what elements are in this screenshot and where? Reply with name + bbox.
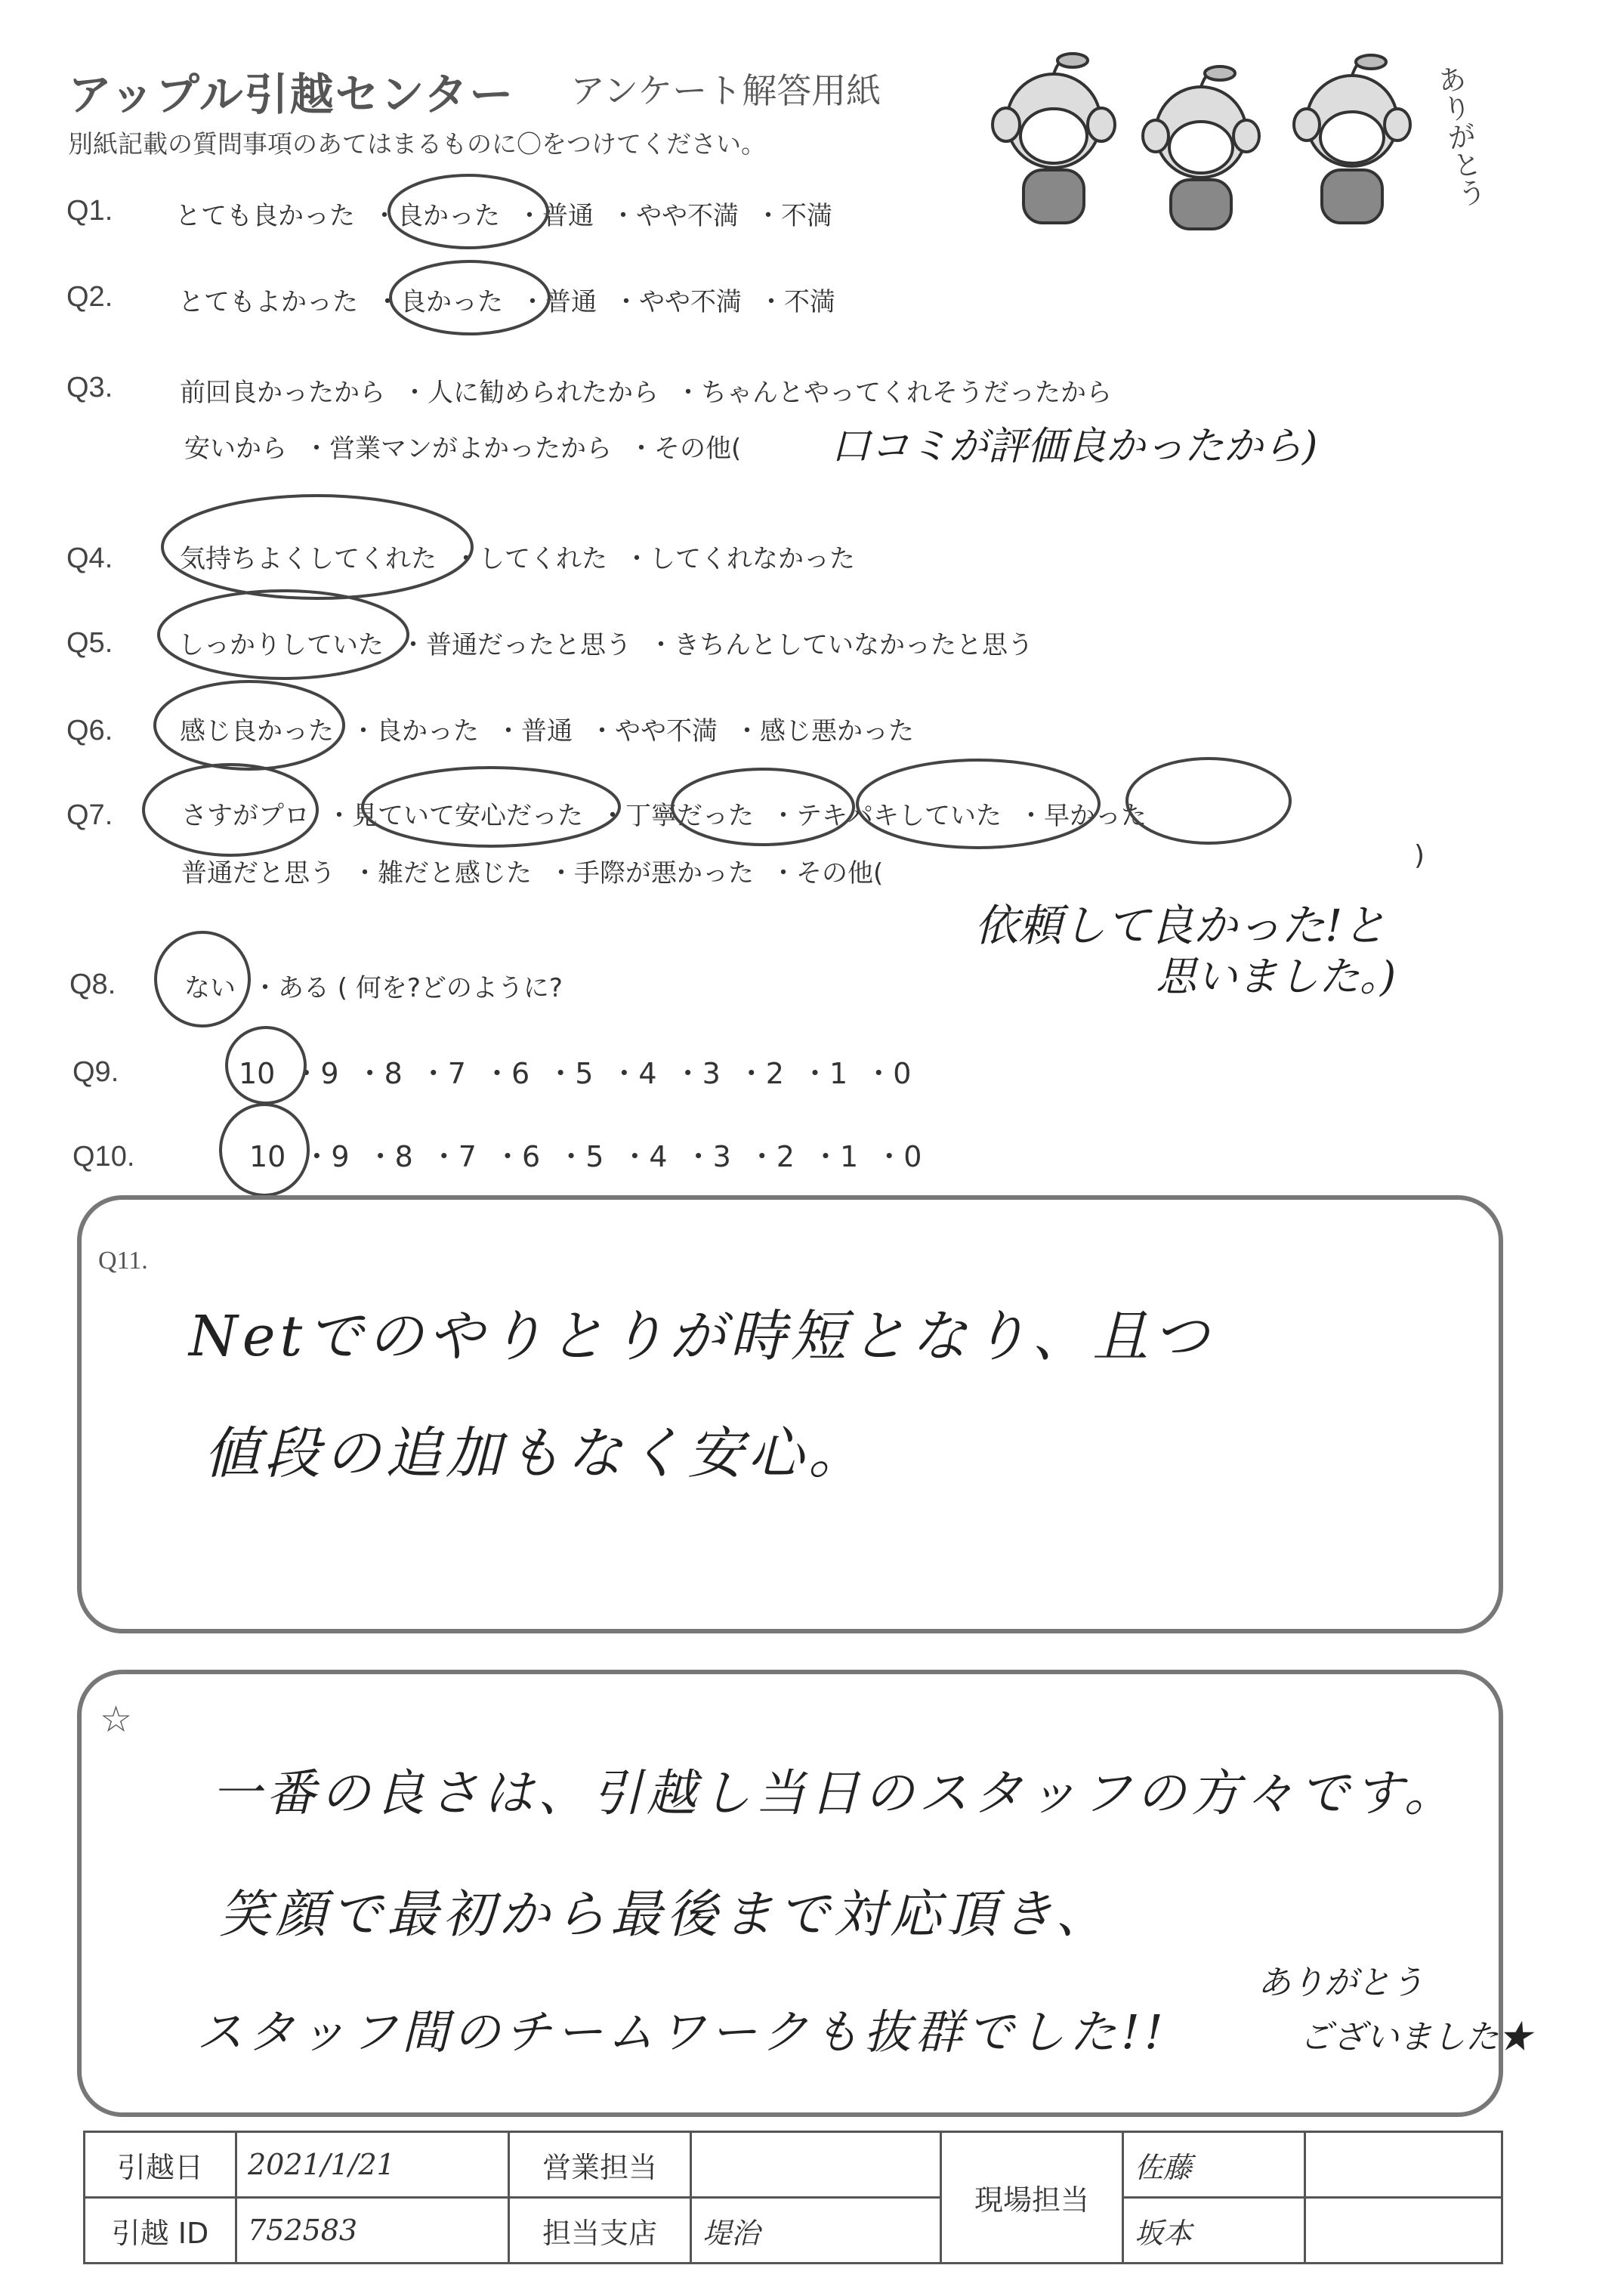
- q7-other-handwritten-2: 思いました。): [1156, 953, 1397, 1000]
- score-option[interactable]: 0: [893, 1057, 912, 1090]
- option[interactable]: とても良かった: [175, 201, 355, 231]
- q5-label: Q5.: [66, 627, 113, 659]
- option-selected[interactable]: 気持ちよくしてくれた: [180, 544, 437, 574]
- option[interactable]: とてもよかった: [178, 287, 358, 317]
- option[interactable]: やや不満: [615, 716, 718, 746]
- score-option[interactable]: 1: [829, 1057, 848, 1090]
- score-option[interactable]: 5: [585, 1140, 604, 1173]
- q2-options: とてもよかった ・良かった ・普通 ・やや不満 ・不満: [178, 287, 835, 317]
- q9-scale: 10 ・9 ・8 ・7 ・6 ・5 ・4 ・3 ・2 ・1 ・0: [239, 1057, 912, 1090]
- option[interactable]: してくれた: [479, 544, 607, 574]
- star-handwritten-line2[interactable]: 笑顔で最初から最後まで対応頂き、: [219, 1885, 1112, 1945]
- site-value-1[interactable]: 佐藤: [1123, 2132, 1305, 2198]
- sales-label: 営業担当: [509, 2132, 691, 2198]
- q1-options: とても良かった ・良かった ・普通 ・やや不満 ・不満: [175, 201, 832, 231]
- score-option[interactable]: 4: [638, 1057, 657, 1090]
- q7-options-line1: さすがプロ ・見ていて安心だった ・丁寧だった ・テキパキしていた ・早かった: [181, 801, 1147, 831]
- option[interactable]: 普通だと思う: [181, 858, 335, 888]
- score-option-selected[interactable]: 10: [249, 1140, 286, 1173]
- score-option[interactable]: 9: [331, 1140, 350, 1173]
- q3-options-line1: 前回良かったから ・人に勧められたから ・ちゃんとやってくれそうだったから: [180, 378, 1112, 408]
- score-option[interactable]: 7: [447, 1057, 466, 1090]
- score-option[interactable]: 3: [702, 1057, 721, 1090]
- score-option[interactable]: 2: [776, 1140, 795, 1173]
- option[interactable]: 安いから: [184, 434, 287, 464]
- option-selected[interactable]: 早かった: [1044, 801, 1147, 831]
- q8-label: Q8.: [69, 969, 116, 1000]
- star-handwritten-thanks-2: ございました★: [1299, 2018, 1532, 2057]
- option[interactable]: 感じ悪かった: [760, 716, 914, 746]
- move-date-value[interactable]: 2021/1/21: [236, 2132, 509, 2198]
- score-option[interactable]: 7: [458, 1140, 477, 1173]
- option-selected[interactable]: 良かった: [400, 287, 503, 317]
- site-label: 現場担当: [941, 2132, 1123, 2264]
- option[interactable]: してくれなかった: [650, 544, 855, 574]
- q8-options: ない ・ある ( 何を?どのように?: [184, 973, 563, 1003]
- star-handwritten-line1[interactable]: 一番の良さは、引越し当日のスタッフの方々です。: [211, 1764, 1459, 1822]
- option[interactable]: 普通: [521, 716, 573, 746]
- option[interactable]: その他(: [654, 434, 742, 464]
- option[interactable]: 普通: [545, 287, 597, 317]
- option[interactable]: きちんとしていなかったと思う: [674, 630, 1033, 660]
- sales-value[interactable]: [691, 2132, 941, 2198]
- q4-label: Q4.: [66, 542, 113, 574]
- score-option[interactable]: 8: [384, 1057, 403, 1090]
- move-id-value[interactable]: 752583: [236, 2198, 509, 2264]
- branch-value[interactable]: 堤治: [691, 2198, 941, 2264]
- score-option[interactable]: 6: [521, 1140, 541, 1173]
- q5-options: しっかりしていた ・普通だったと思う ・きちんとしていなかったと思う: [178, 630, 1033, 660]
- option[interactable]: やや不満: [639, 287, 742, 317]
- score-option[interactable]: 4: [649, 1140, 668, 1173]
- score-option[interactable]: 3: [712, 1140, 731, 1173]
- q2-label: Q2.: [66, 281, 113, 313]
- q3-other-handwritten: 口コミが評価良かったから): [831, 424, 1318, 469]
- option[interactable]: 普通だったと思う: [426, 630, 631, 660]
- score-option[interactable]: 8: [394, 1140, 413, 1173]
- score-option[interactable]: 1: [840, 1140, 859, 1173]
- q11-handwritten-line1[interactable]: Netでのやりとりが時短となり、且つ: [189, 1304, 1214, 1369]
- q1-label: Q1.: [66, 195, 113, 227]
- q6-options: 感じ良かった ・良かった ・普通 ・やや不満 ・感じ悪かった: [180, 716, 914, 746]
- site-extra-2[interactable]: [1305, 2198, 1502, 2264]
- mascot-thanks-text: ありがとう: [1430, 62, 1489, 210]
- q3-options-line2: 安いから ・営業マンがよかったから ・その他(: [184, 434, 742, 464]
- info-table: [83, 2131, 1503, 2264]
- score-option-selected[interactable]: 10: [239, 1057, 276, 1090]
- branch-label: 担当支店: [509, 2198, 691, 2264]
- q7-options-line2: 普通だと思う ・雑だと感じた ・手際が悪かった ・その他(: [181, 858, 884, 888]
- q6-label: Q6.: [66, 715, 113, 746]
- option[interactable]: 雑だと感じた: [378, 858, 532, 888]
- site-value-2[interactable]: 坂本: [1123, 2198, 1305, 2264]
- q3-label: Q3.: [66, 372, 113, 403]
- option[interactable]: 不満: [784, 287, 835, 317]
- option[interactable]: 普通: [542, 201, 594, 231]
- score-option[interactable]: 9: [320, 1057, 339, 1090]
- score-option[interactable]: 0: [903, 1140, 922, 1173]
- option-selected[interactable]: ない: [184, 973, 236, 1003]
- move-id-label: 引越 ID: [85, 2198, 236, 2264]
- q7-other-close-paren: ): [1414, 840, 1425, 871]
- option[interactable]: 手際が悪かった: [574, 858, 754, 888]
- option-selected[interactable]: テキパキしていた: [796, 801, 1002, 831]
- q4-options: 気持ちよくしてくれた ・してくれた ・してくれなかった: [180, 544, 855, 574]
- q10-scale: 10 ・9 ・8 ・7 ・6 ・5 ・4 ・3 ・2 ・1 ・0: [249, 1140, 922, 1173]
- option-selected[interactable]: 良かった: [397, 201, 500, 231]
- instruction-text: 別紙記載の質問事項のあてはまるものに〇をつけてください。: [68, 129, 766, 159]
- score-option[interactable]: 6: [511, 1057, 530, 1090]
- option-selected[interactable]: 感じ良かった: [180, 716, 334, 746]
- option[interactable]: やや不満: [636, 201, 739, 231]
- score-option[interactable]: 5: [575, 1057, 594, 1090]
- option-selected[interactable]: しっかりしていた: [178, 630, 384, 660]
- q11-handwritten-line2[interactable]: 値段の追加もなく安心。: [204, 1421, 869, 1486]
- site-extra-1[interactable]: [1305, 2132, 1502, 2198]
- q11-label: Q11.: [98, 1247, 148, 1275]
- move-date-label: 引越日: [85, 2132, 236, 2198]
- form-subtitle: アンケート解答用紙: [570, 70, 881, 111]
- q7-label: Q7.: [66, 799, 113, 831]
- star-label-icon: ☆: [100, 1698, 133, 1741]
- option[interactable]: その他(: [796, 858, 884, 888]
- star-handwritten-thanks-1: ありがとう: [1258, 1964, 1424, 2002]
- option[interactable]: 人に勧められたから: [428, 378, 659, 408]
- option[interactable]: ある ( 何を?どのように?: [278, 973, 563, 1003]
- q10-label: Q10.: [73, 1141, 135, 1173]
- option[interactable]: 良かった: [376, 716, 479, 746]
- company-title: アップル引越センター: [68, 69, 515, 120]
- option-selected[interactable]: さすがプロ: [181, 801, 310, 831]
- option[interactable]: 不満: [781, 201, 832, 231]
- option-selected[interactable]: 丁寧だった: [625, 801, 754, 831]
- option[interactable]: 営業マンがよかったから: [329, 434, 612, 464]
- option[interactable]: 前回良かったから: [180, 378, 385, 408]
- score-option[interactable]: 2: [765, 1057, 784, 1090]
- q9-label: Q9.: [73, 1056, 119, 1088]
- star-handwritten-line3[interactable]: スタッフ間のチームワークも抜群でした!!: [196, 2004, 1168, 2060]
- option[interactable]: ちゃんとやってくれそうだったから: [701, 378, 1112, 408]
- q7-other-handwritten-1: 依頼して良かった!と: [974, 900, 1387, 951]
- option-selected[interactable]: 見ていて安心だった: [352, 801, 583, 831]
